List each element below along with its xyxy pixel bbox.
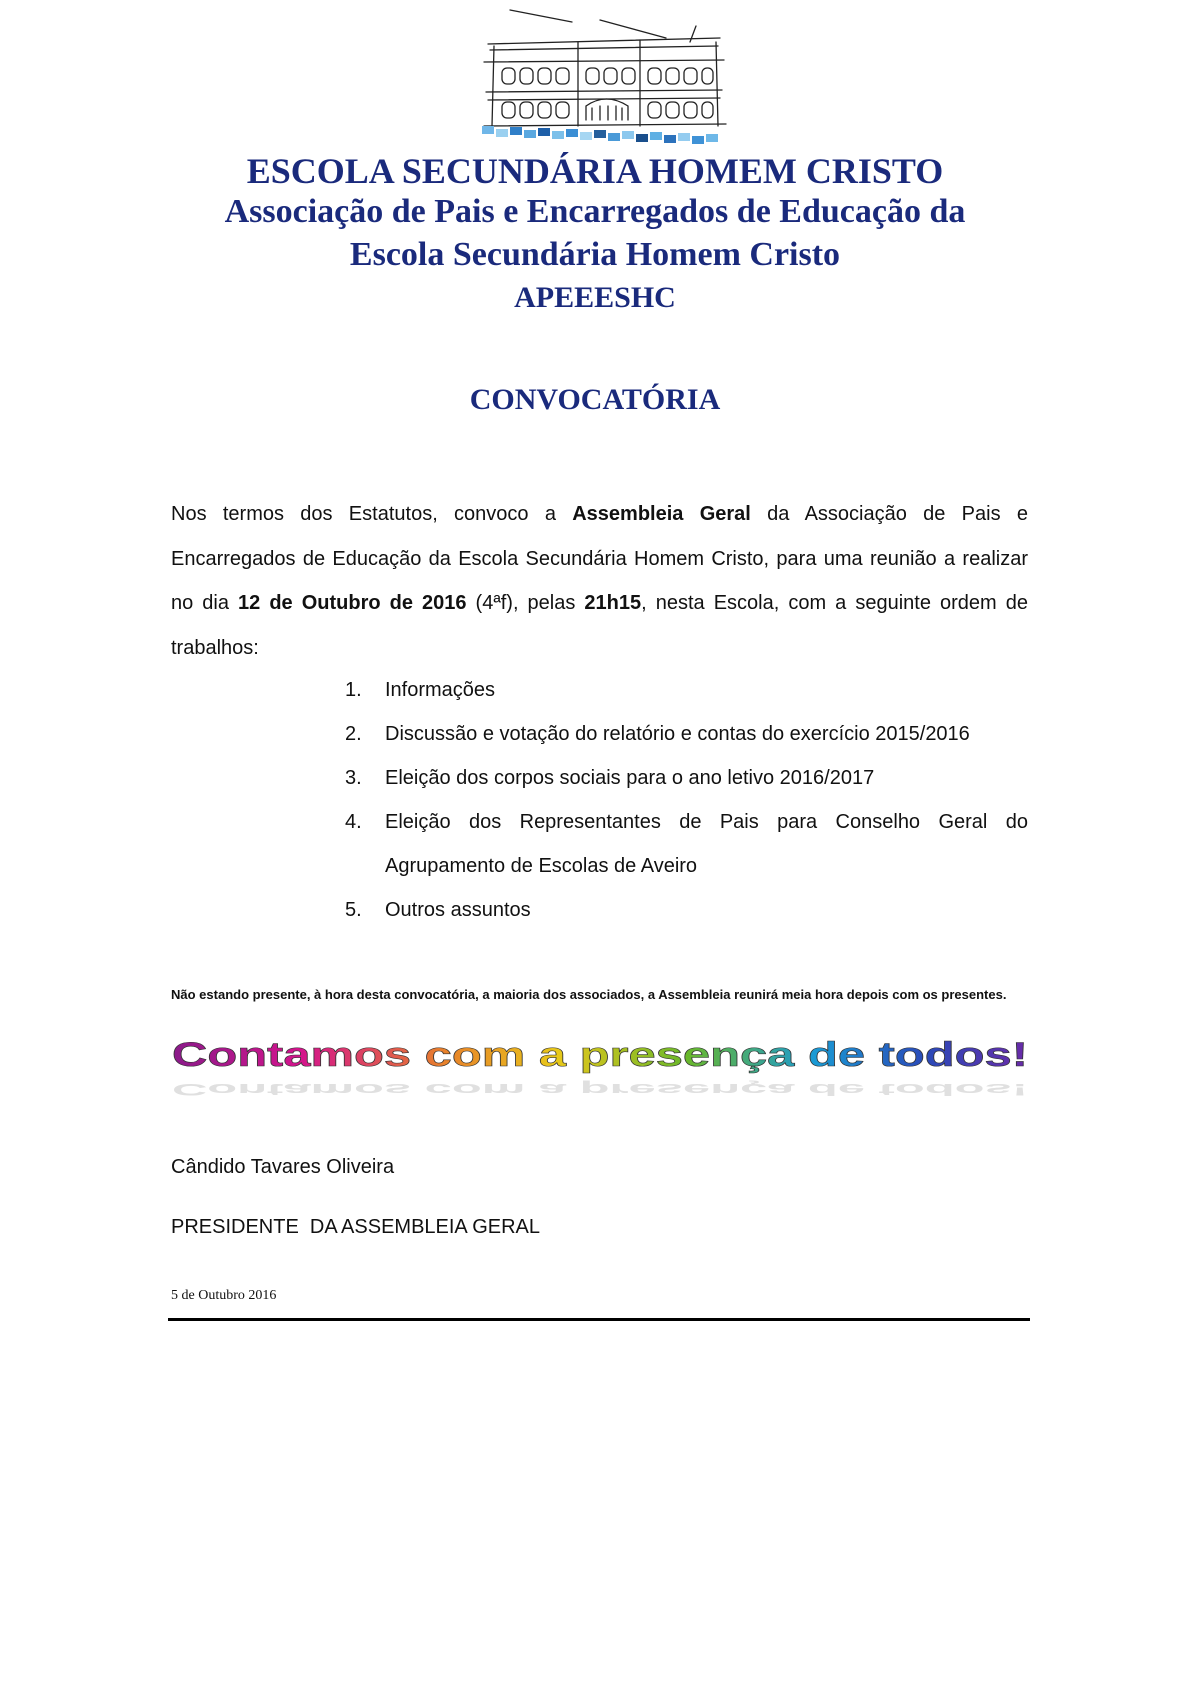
agenda-item-number: 3. xyxy=(345,767,362,789)
agenda-item-text: Discussão e votação do relatório e contas do exercício 2015/2016 xyxy=(385,723,970,745)
school-building-logo xyxy=(480,2,728,148)
agenda-item xyxy=(345,800,1028,888)
association-heading-line2: Escola Secundária Homem Cristo xyxy=(349,236,841,273)
agenda-item-number: 5. xyxy=(345,899,362,921)
school-name-heading: ESCOLA SECUNDÁRIA HOMEM CRISTO xyxy=(246,151,944,191)
intro-paragraph xyxy=(171,492,1028,670)
intro-text: da Associação de Pais e Encarregados de Educação da Escola Secundária Homem Cristo, para uma reunião a realizar no dia xyxy=(171,503,1028,614)
agenda-item-number: 4. xyxy=(345,811,362,833)
intro-bold-time: 21h15 xyxy=(584,592,642,614)
agenda-item-text: Outros assuntos xyxy=(385,899,531,921)
agenda-item-text: Informações xyxy=(385,679,496,701)
agenda-item xyxy=(345,668,1028,712)
banner-reflection-text: Contamos com a presença de todos! xyxy=(172,1080,1028,1100)
agenda-item-number: 2. xyxy=(345,723,362,745)
intro-bold-date: 12 de Outubro de 2016 xyxy=(238,592,467,614)
agenda-item-text: Eleição dos corpos sociais para o ano letivo 2016/2017 xyxy=(385,767,875,789)
intro-bold-assembly: Assembleia Geral xyxy=(572,503,751,525)
document-title: CONVOCATÓRIA xyxy=(469,383,721,416)
agenda-item xyxy=(345,712,1028,756)
presence-banner xyxy=(170,1034,1040,1104)
bottom-rule xyxy=(168,1318,1030,1321)
association-acronym: APEEESHC xyxy=(514,281,676,314)
agenda-item-number: 1. xyxy=(345,679,362,701)
signatory-role: PRESIDENTE DA ASSEMBLEIA GERAL xyxy=(171,1216,541,1238)
agenda-list xyxy=(345,668,1028,932)
intro-text: Nos termos dos Estatutos, convoco a xyxy=(171,503,573,525)
document-date: 5 de Outubro 2016 xyxy=(171,1288,277,1303)
banner-text: Contamos com a presença de todos! xyxy=(172,1036,1028,1074)
signatory-name: Cândido Tavares Oliveira xyxy=(171,1156,395,1178)
quorum-note: Não estando presente, à hora desta convocatória, a maioria dos associados, a Assembleia reunirá meia hora depois com os presentes. xyxy=(171,987,1007,1002)
agenda-item xyxy=(345,888,1028,932)
intro-text: (4ªf), pelas xyxy=(466,592,585,614)
association-heading-line1: Associação de Pais e Encarregados de Educação da xyxy=(224,193,966,230)
agenda-item xyxy=(345,756,1028,800)
intro-text: , nesta Escola, com a seguinte ordem de trabalhos: xyxy=(171,592,1028,659)
agenda-item-text: Eleição dos Representantes de Pais para Conselho Geral do Agrupamento de Escolas de Aveiro xyxy=(385,811,1028,877)
